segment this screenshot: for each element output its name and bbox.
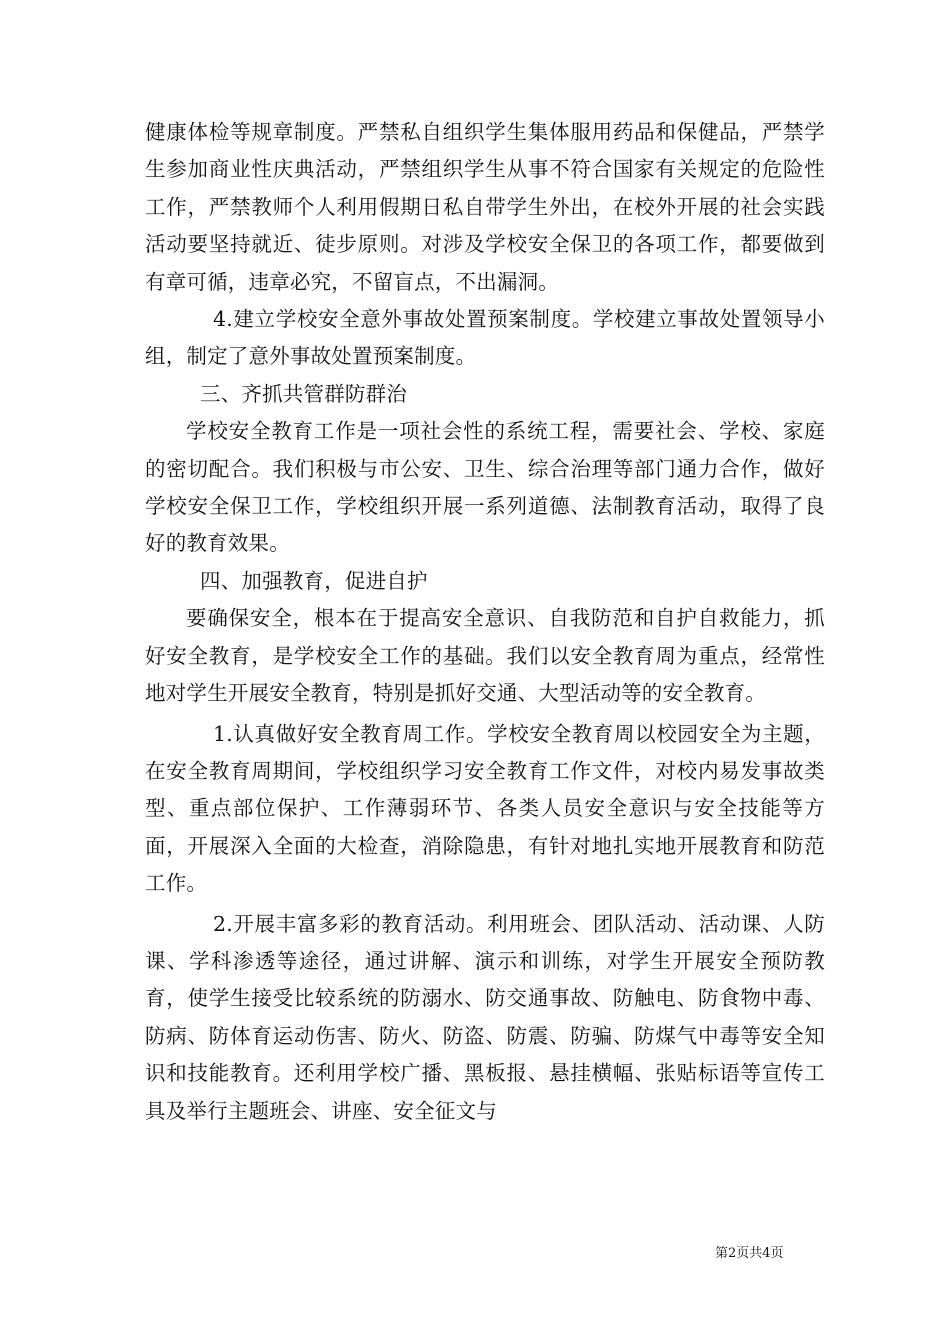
paragraph-item-4: 4.建立学校安全意外事故处置预案制度。学校建立事故处置领导小组，制定了意外事故处置预案制度。 [145,307,825,369]
paragraph-safety-education: 要确保安全，根本在于提高安全意识、自我防范和自护自救能力，抓好安全教育，是学校安全工作的基础。我们以安全教育周为重点，经常性地对学生开展安全教育，特别是抓好交通、大型活动等的安全教育。 [145,606,825,706]
paragraph-item-2: 2.开展丰富多彩的教育活动。利用班会、团队活动、活动课、人防课、学科渗透等途径，通过讲解、演示和训练，对学生开展安全预防教育，使学生接受比较系统的防溺水、防交通事故、防触电、防食物中毒、防病、防体育运动伤害、防火、防盗、防震、防骗、防煤气中毒等安全知识和技能教育。还利用学校广播、黑板报、悬挂横幅、张贴标语等宣传工具及举行主题班会、讲座、安全征文与 [145,911,825,1123]
page-number: 第2页共4页 [715,1246,784,1261]
paragraph-cooperation: 学校安全教育工作是一项社会性的系统工程，需要社会、学校、家庭的密切配合。我们积极与市公安、卫生、综合治理等部门通力合作，做好学校安全保卫工作，学校组织开展一系列道德、法制教育活动，取得了良好的教育效果。 [145,419,825,556]
document-body [145,114,825,1130]
paragraph-regulations: 健康体检等规章制度。严禁私自组织学生集体服用药品和保健品，严禁学生参加商业性庆典活动，严禁组织学生从事不符合国家有关规定的危险性工作，严禁教师个人利用假期日私自带学生外出，在校外开展的社会实践活动要坚持就近、徒步原则。对涉及学校安全保卫的各项工作，都要做到有章可循，违章必究，不留盲点，不出漏洞。 [145,120,825,294]
section-heading-3: 三、齐抓共管群防群治 [200,381,407,406]
section-heading-4: 四、加强教育，促进自护 [200,568,428,593]
paragraph-item-1: 1.认真做好安全教育周工作。学校安全教育周以校园安全为主题，在安全教育周期间，学校组织学习安全教育工作文件，对校内易发事故类型、重点部位保护、工作薄弱环节、各类人员安全意识与安全技能等方面，开展深入全面的大检查，消除隐患，有针对地扎实地开展教育和防范工作。 [145,721,825,896]
